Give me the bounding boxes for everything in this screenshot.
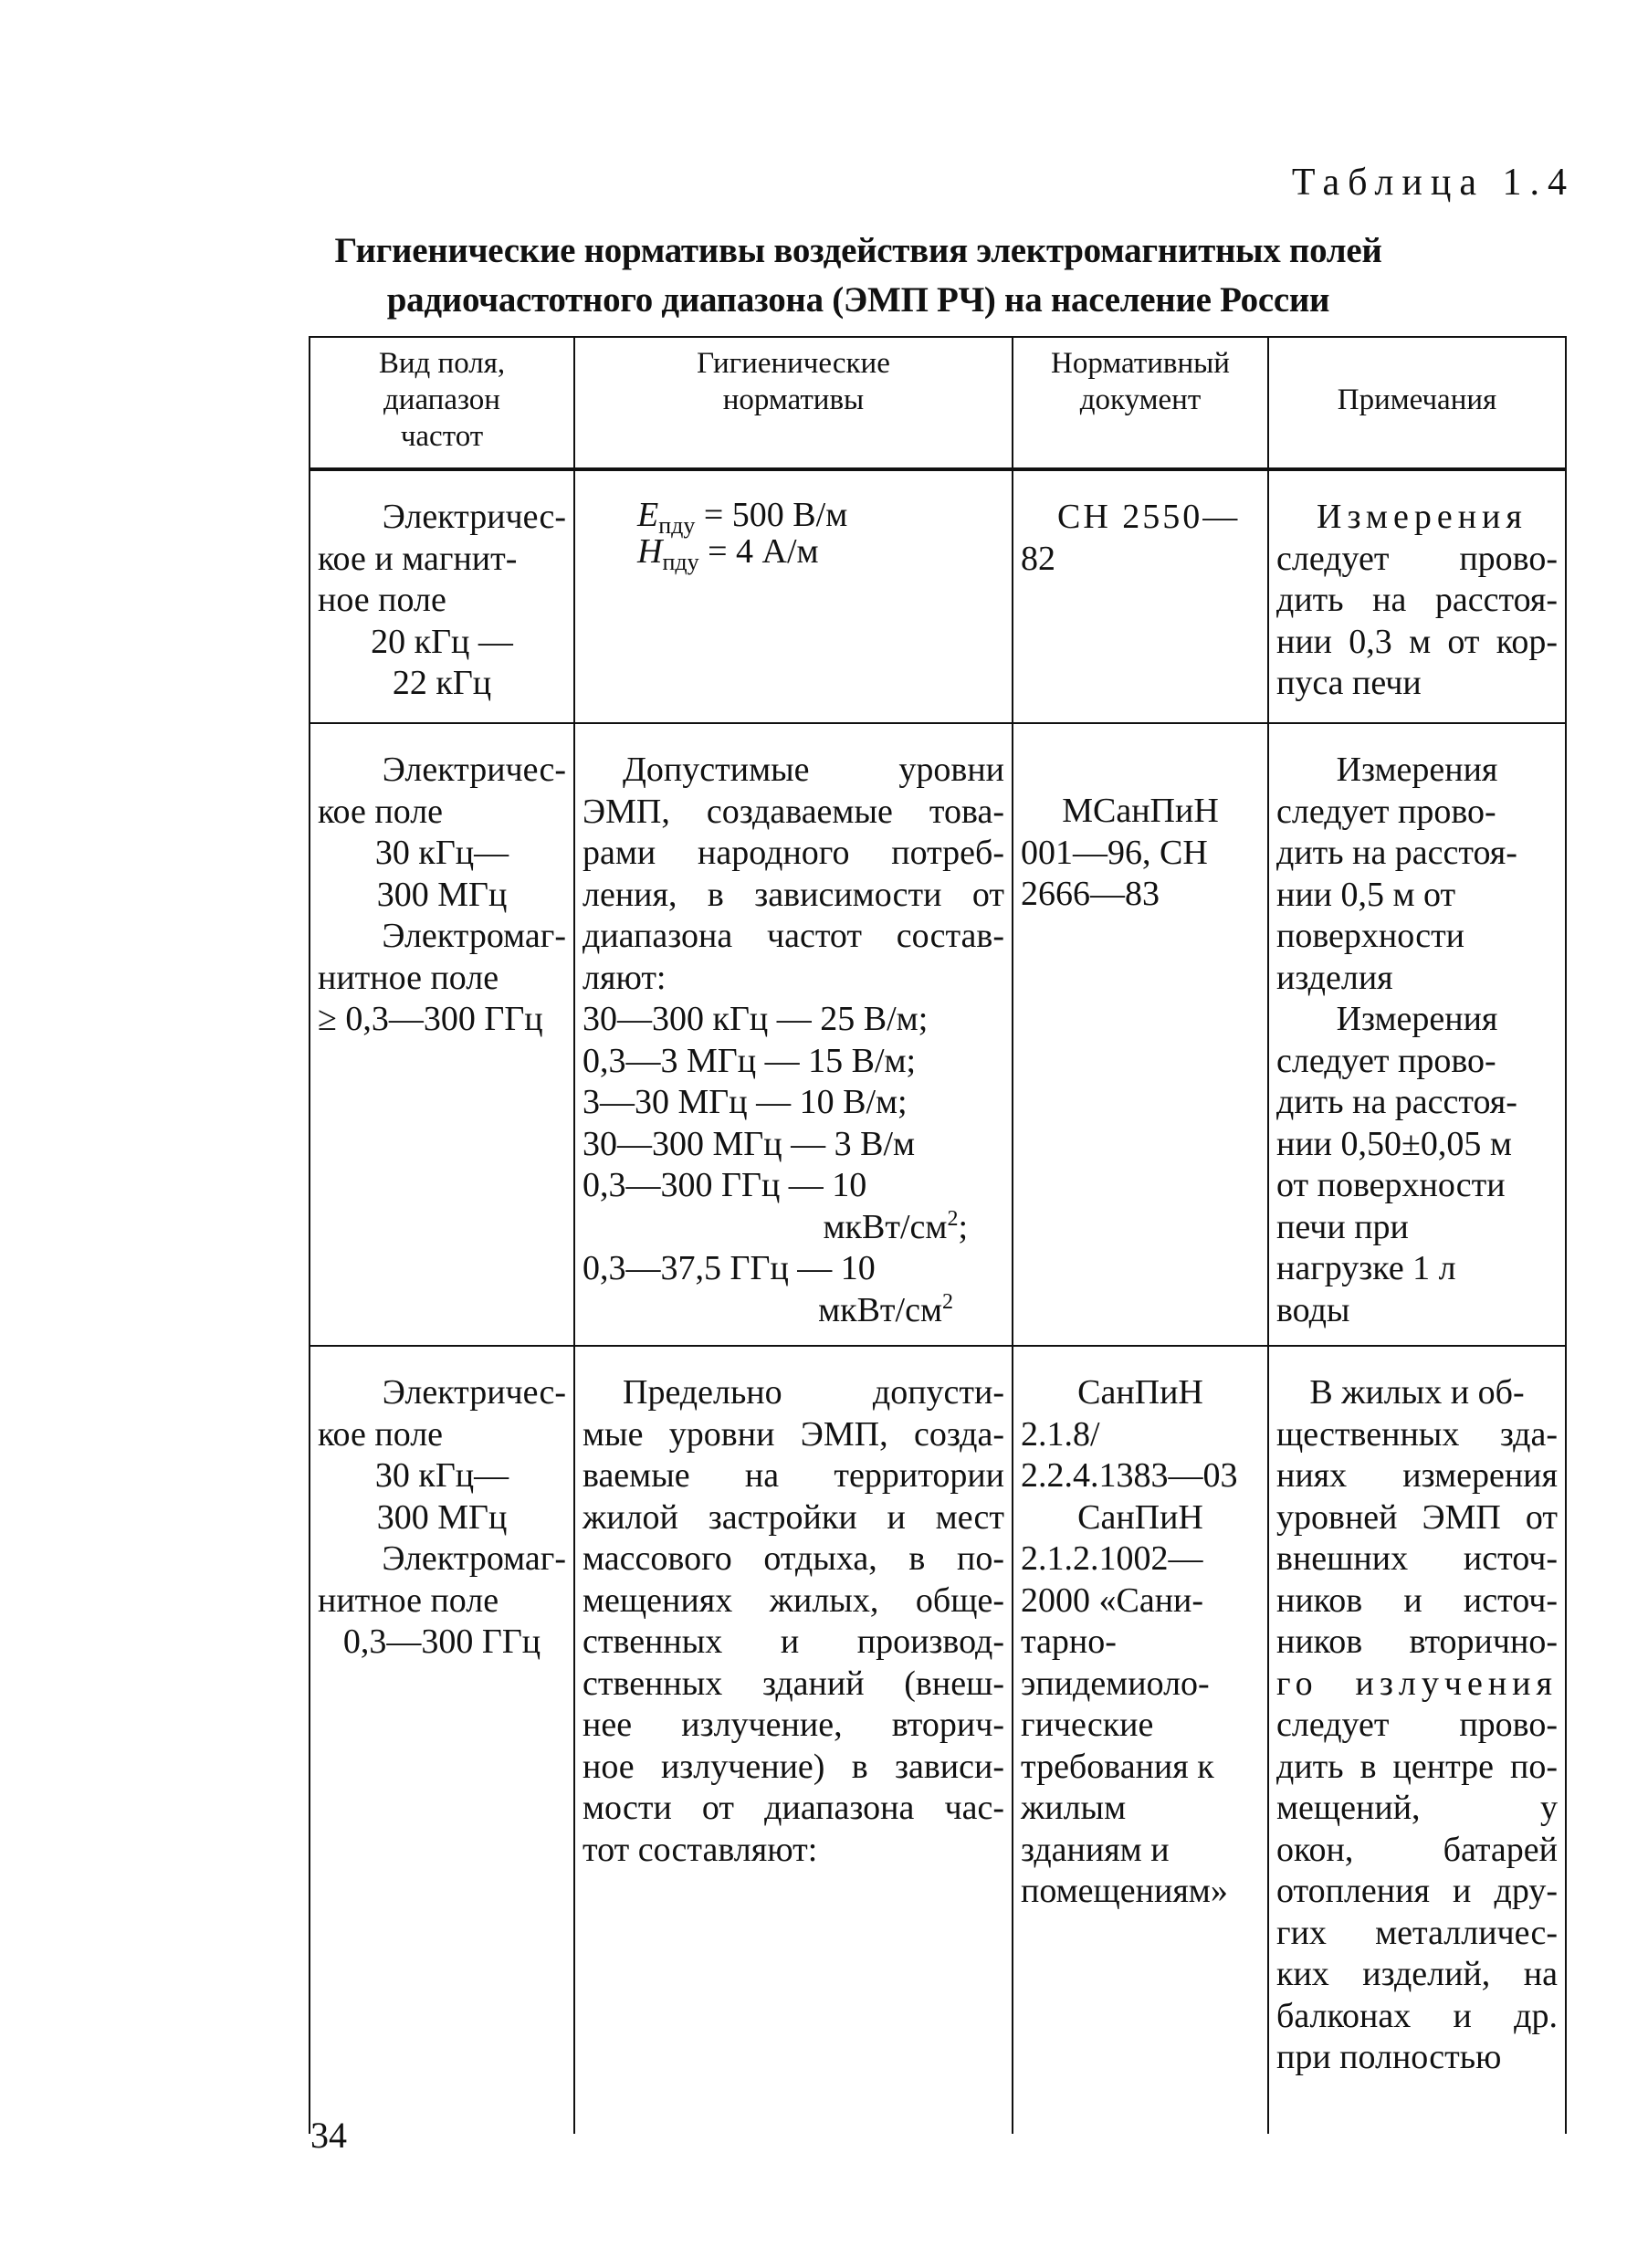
header-text: нормативы	[722, 383, 865, 416]
unit-text: мкВт/см	[818, 1290, 942, 1329]
formula-symbol: H	[637, 532, 663, 571]
header-norms	[574, 337, 1013, 469]
cell-line: ких изделий, на	[1276, 1955, 1558, 1993]
cell-line: ваемые на территории	[583, 1456, 1004, 1495]
cell-field-type	[310, 1346, 574, 2134]
cell-line: мости от диапазона час-	[583, 1789, 1004, 1827]
cell-line: печи при	[1276, 1207, 1409, 1246]
cell-line: ляют:	[583, 958, 667, 997]
cell-line: жилой застройки и мест	[583, 1497, 1004, 1537]
cell-line: кое поле	[318, 1414, 444, 1454]
cell-line: ное излучение) в зависи-	[583, 1747, 1004, 1786]
cell-line: изделия	[1276, 958, 1393, 997]
cell-line: нитное поле	[318, 958, 499, 997]
cell-line: ниях измерения	[1276, 1456, 1558, 1495]
unit-line	[583, 1207, 1004, 1249]
cell-document	[1013, 723, 1268, 1346]
table-row	[310, 1346, 1566, 2134]
cell-line: дить на расстоя-	[1276, 834, 1517, 872]
cell-line: СанПиН	[1077, 1373, 1203, 1412]
cell-line: нии 0,3 м от кор-	[1276, 622, 1558, 661]
cell-line: Электричес-	[382, 751, 566, 789]
cell-line: Допустимые уровни	[623, 751, 1004, 789]
header-text: Вид поля,	[378, 347, 506, 380]
cell-line: нии 0,50±0,05 м	[1276, 1124, 1512, 1163]
header-notes	[1268, 337, 1566, 469]
norms-table	[309, 336, 1567, 2134]
cell-line: зданиям и	[1021, 1830, 1170, 1869]
header-text: диапазон	[383, 383, 500, 416]
title-line-2: радиочастотного диапазона (ЭМП РЧ) на население России	[386, 280, 1330, 320]
cell-line: 0,3—300 ГГц — 10	[583, 1166, 867, 1204]
cell-line: 3—30 МГц — 10 В/м;	[583, 1083, 908, 1121]
cell-norms	[574, 469, 1013, 723]
cell-line: следует прово-	[1276, 792, 1496, 831]
cell-line: Электромаг-	[382, 1539, 566, 1578]
cell-line: кое поле	[318, 792, 444, 831]
cell-line: 30—300 кГц — 25 В/м;	[583, 1000, 929, 1038]
cell-line: кое и магнит-	[318, 539, 518, 578]
cell-line: рами народного потреб-	[583, 834, 1004, 872]
header-text: Нормативный	[1051, 347, 1230, 380]
cell-line: отопления и дру-	[1276, 1872, 1558, 1910]
cell-notes	[1268, 469, 1566, 723]
header-text: Примечания	[1337, 383, 1497, 416]
cell-line: щественных зда-	[1276, 1414, 1558, 1454]
unit-superscript: 2	[947, 1206, 959, 1231]
header-text: документ	[1079, 383, 1202, 416]
cell-line: нее излучение, вторич-	[583, 1706, 1004, 1744]
cell-line: требования к	[1021, 1747, 1214, 1786]
cell-line: мые уровни ЭМП, созда-	[583, 1414, 1004, 1454]
cell-field-type	[310, 723, 574, 1346]
cell-line: 2000 «Сани-	[1021, 1580, 1204, 1620]
unit-text: ;	[958, 1207, 968, 1246]
cell-line: тарно-	[1021, 1622, 1117, 1661]
cell-line: дить в центре по-	[1276, 1747, 1558, 1786]
cell-line: мещений, у	[1276, 1789, 1558, 1827]
table-label: Таблица 1.4	[1291, 162, 1575, 204]
cell-line: В жилых и об-	[1309, 1373, 1525, 1412]
cell-norms	[574, 1346, 1013, 2134]
cell-line: Электромаг-	[382, 917, 566, 955]
formula-subscript: пду	[662, 549, 699, 575]
formula-value: = 500 В/м	[703, 496, 848, 534]
formula-value: = 4 А/м	[708, 532, 819, 571]
page-number: 34	[310, 2115, 347, 2156]
table-row	[310, 723, 1566, 1346]
cell-line: 2.1.8/	[1021, 1414, 1100, 1454]
unit-superscript: 2	[942, 1289, 953, 1314]
cell-line: внешних источ-	[1276, 1539, 1558, 1578]
table-title	[256, 226, 1461, 325]
cell-document	[1013, 469, 1268, 723]
cell-line: ное поле	[318, 581, 446, 619]
cell-line: окон, батарей	[1276, 1830, 1558, 1869]
cell-line: МСанПиН	[1062, 792, 1219, 830]
cell-line: Электричес-	[382, 498, 566, 536]
cell-line: 2.1.2.1002—	[1021, 1539, 1203, 1578]
cell-line: нитное поле	[318, 1580, 499, 1620]
cell-line: СанПиН	[1077, 1497, 1203, 1537]
cell-line: от поверхности	[1276, 1166, 1506, 1204]
header-row	[310, 337, 1566, 469]
cell-line: нагрузке 1 л	[1276, 1249, 1456, 1287]
cell-line: 0,3—37,5 ГГц — 10	[583, 1249, 876, 1287]
formula-subscript: пду	[658, 512, 696, 539]
formula-h	[583, 532, 1004, 575]
cell-line: Предельно допусти-	[623, 1373, 1004, 1412]
cell-line: дить на расстоя-	[1276, 1083, 1517, 1121]
cell-line: ственных и производ-	[583, 1622, 1004, 1661]
cell-line: поверхности	[1276, 917, 1465, 955]
cell-line: воды	[1276, 1290, 1350, 1329]
formula-e	[583, 496, 1004, 539]
cell-line: ственных зданий (внеш-	[583, 1664, 1004, 1703]
cell-line: эпидемиоло-	[1021, 1664, 1210, 1703]
title-line-1: Гигиенические нормативы воздействия электромагнитных полей	[334, 231, 1382, 270]
cell-document	[1013, 1346, 1268, 2134]
cell-line: го излучения	[1276, 1664, 1558, 1703]
cell-line: тот составляют:	[583, 1830, 818, 1869]
cell-line: нии 0,5 м от	[1276, 875, 1456, 914]
cell-line: ЭМП, создаваемые това-	[583, 792, 1004, 831]
cell-line: помещениям»	[1021, 1872, 1228, 1910]
cell-line: Измерения	[1336, 751, 1498, 789]
cell-line: Электричес-	[382, 1373, 566, 1412]
cell-line: гих металличес-	[1276, 1913, 1558, 1952]
cell-line: Измерения	[1317, 498, 1527, 536]
cell-line: 001—96, СН	[1021, 833, 1208, 872]
cell-line: ≥ 0,3—300 ГГц	[318, 1000, 543, 1038]
cell-line: 0,3—300 ГГц	[342, 1622, 541, 1661]
cell-line: 2.2.4.1383—03	[1021, 1456, 1238, 1495]
cell-line: балконах и др.	[1276, 1996, 1558, 2035]
cell-notes	[1268, 723, 1566, 1346]
unit-line	[583, 1290, 1004, 1332]
cell-line: СН 2550—	[1057, 498, 1241, 536]
cell-line: 82	[1021, 539, 1055, 578]
cell-line: 30—300 МГц — 3 В/м	[583, 1124, 916, 1163]
cell-line: 22 кГц	[392, 664, 492, 702]
cell-line: 2666—83	[1021, 875, 1160, 913]
cell-line: 30 кГц—	[374, 1456, 509, 1495]
cell-line: 0,3—3 МГц — 15 В/м;	[583, 1041, 917, 1080]
cell-line: следует прово-	[1276, 1706, 1558, 1744]
cell-line: диапазона частот состав-	[583, 917, 1004, 955]
header-text: Гигиенические	[697, 347, 890, 380]
cell-line: жилым	[1021, 1789, 1127, 1827]
cell-line: следует прово-	[1276, 1041, 1496, 1080]
cell-line: ников вторично-	[1276, 1622, 1558, 1661]
cell-line: мещениях жилых, обще-	[583, 1580, 1004, 1620]
header-field-type	[310, 337, 574, 469]
header-text: частот	[400, 420, 484, 453]
cell-line: ников и источ-	[1276, 1580, 1558, 1620]
cell-line: Измерения	[1336, 1000, 1498, 1038]
cell-line: при полностью	[1276, 2038, 1502, 2076]
cell-line: дить на расстоя-	[1276, 581, 1558, 619]
unit-text: мкВт/см	[823, 1207, 948, 1246]
cell-line: уровней ЭМП от	[1276, 1497, 1558, 1537]
cell-notes	[1268, 1346, 1566, 2134]
header-document	[1013, 337, 1268, 469]
cell-line: 300 МГц	[376, 1497, 508, 1537]
cell-line: 30 кГц—	[374, 834, 509, 872]
formula-symbol: E	[637, 496, 659, 534]
cell-field-type	[310, 469, 574, 723]
cell-norms	[574, 723, 1013, 1346]
cell-line: 300 МГц	[376, 875, 508, 914]
cell-line: массового отдыха, в по-	[583, 1539, 1004, 1578]
cell-line: следует прово-	[1276, 539, 1558, 578]
cell-line: 20 кГц —	[371, 622, 513, 661]
cell-line: гические	[1021, 1706, 1154, 1744]
table-row	[310, 469, 1566, 723]
cell-line: ления, в зависимости от	[583, 875, 1004, 914]
cell-line: пуса печи	[1276, 664, 1422, 702]
